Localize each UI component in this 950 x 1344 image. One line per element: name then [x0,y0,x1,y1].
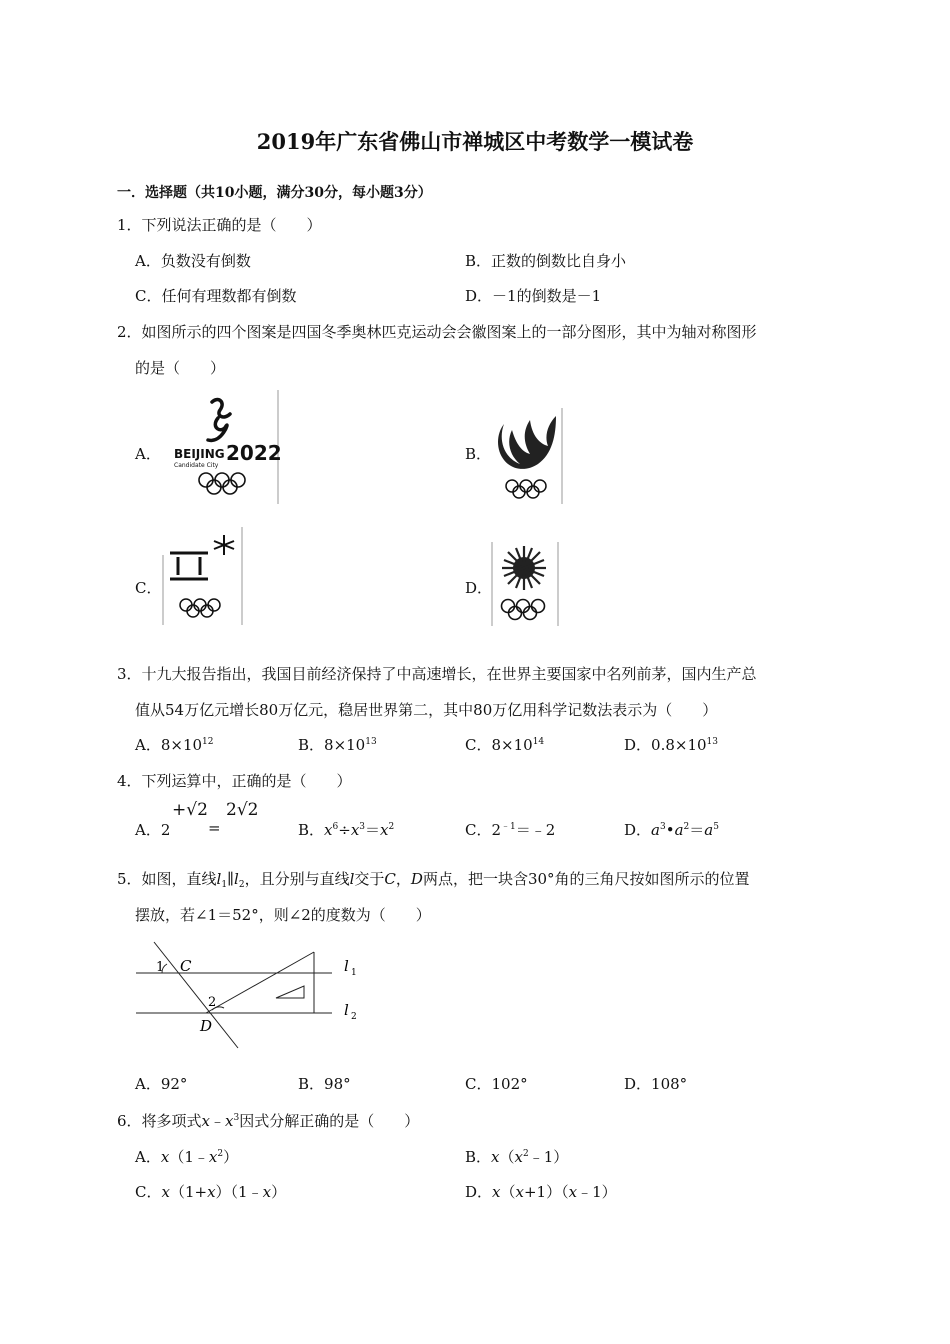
q3-option-a: A．$8\times 10^{12}$ [135,736,214,754]
q3-option-c: C．$8\times 10^{14}$ [465,736,545,754]
q4-stem: 4．下列运算中，正确的是（ ） [117,772,352,790]
q1-stem: 1．下列说法正确的是（ ） [117,216,322,234]
q6-stem: 6．将多项式$x﹣x^3$因式分解正确的是（ ） [117,1112,420,1130]
section-heading: 一．选择题（共10小题，满分30分，每小题3分） [117,185,432,201]
q3-option-d: D．$0.8\times 10^{13}$ [624,736,718,754]
q1-option-b: B．正数的倒数比自身小 [465,252,627,270]
q3-stem-line2: 值从54万亿元增长80万亿元，稳居世界第二，其中80万亿用科学记数法表示为（ ） [135,701,718,719]
q5-label-d: D [200,1017,213,1035]
svg-text:2: 2 [351,1012,357,1022]
emblem-a-text-2022: 2022 [226,441,282,465]
q4-option-b: B．$x^6\div x^3=x^2$ [298,821,395,839]
q5-label-angle-2: 2 [208,995,217,1010]
emblem-c-star-pillars [160,525,246,627]
q5-option-c: C．102° [465,1075,528,1093]
q5-option-b: B．98° [298,1075,351,1093]
emblem-a-text-beijing: BEIJING [174,447,225,461]
q6-option-d: D．x（x+1）（x﹣1） [465,1183,617,1201]
q5-geometry-figure [134,938,362,1052]
q5-label-angle-1: 1 [156,960,165,975]
q1-option-d: D．－1的倒数是－1 [465,287,602,305]
q1-option-c: C．任何有理数都有倒数 [135,287,297,305]
emblem-a-text-candidate: Candidate City [174,462,219,469]
q5-stem-line1: 5．如图，直线$l_1\parallel l_2$，且分别与直线l交于C，D两点，把一块含30°角的三角尺按如图所示的位置 [117,870,750,890]
q2-option-c-label: C． [135,579,162,597]
q5-option-d: D．108° [624,1075,688,1093]
q5-stem-line2: 摆放，若∠1＝52°，则∠2的度数为（ ） [135,906,431,924]
q6-option-b: B．$x(x^2﹣1)$ [465,1148,569,1166]
q4-option-a-rhs: 2√2 [226,800,259,820]
q5-option-a: A．92° [135,1075,188,1093]
q3-stem-line1: 3．十九大报告指出，我国目前经济保持了中高速增长，在世界主要国家中名列前茅，国内生产总 [117,665,757,683]
q2-option-b-label: B． [465,445,492,463]
emblem-b-flame [490,406,566,506]
q5-label-l1: l [344,957,349,975]
svg-text:1: 1 [351,968,357,978]
q6-option-c: C．x（1+x）（1﹣x） [135,1183,287,1201]
emblem-a-beijing-2022 [160,388,280,506]
page-title: 2019年广东省佛山市禅城区中考数学一模试卷 [256,129,694,154]
q4-option-a-exponent: +√2 [172,800,208,820]
q4-option-d: D．$a^3•a^2=a^5$ [624,821,719,839]
q4-option-a-label: A．2 [135,821,171,839]
q4-option-a-equals: = [208,819,221,837]
q2-stem-line2: 的是（ ） [135,359,226,377]
q3-option-b: B．$8\times 10^{13}$ [298,736,377,754]
q5-label-l2: l [344,1001,349,1019]
q5-label-c: C [180,957,192,975]
q4-option-c: C．$2^{﹣1}=﹣2$ [465,821,556,839]
q2-option-d-label: D． [465,579,493,597]
q6-option-a: A．$x(1﹣x^2)$ [135,1148,239,1166]
q2-option-a-label: A． [135,445,161,463]
q2-stem-line1: 2．如图所示的四个图案是四国冬季奥林匹克运动会会徽图案上的一部分图形，其中为轴对称图形 [117,323,757,341]
q1-option-a: A．负数没有倒数 [135,252,251,270]
emblem-d-snowflake [490,540,562,628]
